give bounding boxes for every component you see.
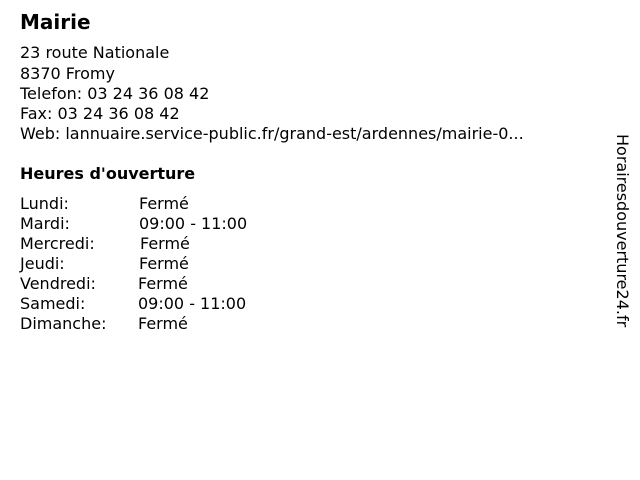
hours-value: 09:00 - 11:00 <box>139 214 248 233</box>
hours-value: Fermé <box>139 194 189 213</box>
hours-value: Fermé <box>140 234 190 253</box>
address-city: 8370 Fromy <box>20 64 115 83</box>
site-watermark <box>612 134 636 370</box>
day-label: Lundi: <box>20 194 69 213</box>
website-link[interactable]: Web: lannuaire.service-public.fr/grand-est/ardennes/mairie-0... <box>20 124 524 143</box>
address-street: 23 route Nationale <box>20 43 170 62</box>
hours-value: Fermé <box>138 314 188 333</box>
day-label: Dimanche: <box>20 314 107 333</box>
hours-value: Fermé <box>139 254 189 273</box>
phone-number: Telefon: 03 24 36 08 42 <box>20 84 210 103</box>
day-label: Vendredi: <box>20 274 96 293</box>
opening-hours-heading: Heures d'ouverture <box>20 164 196 183</box>
hours-value: Fermé <box>138 274 188 293</box>
page-title: Mairie <box>20 10 91 34</box>
hours-value: 09:00 - 11:00 <box>138 294 247 313</box>
watermark-text: Horairesdouverture24.fr <box>613 134 632 328</box>
day-label: Mardi: <box>20 214 70 233</box>
day-label: Samedi: <box>20 294 86 313</box>
fax-number: Fax: 03 24 36 08 42 <box>20 104 180 123</box>
day-label: Mercredi: <box>20 234 95 253</box>
day-label: Jeudi: <box>20 254 65 273</box>
